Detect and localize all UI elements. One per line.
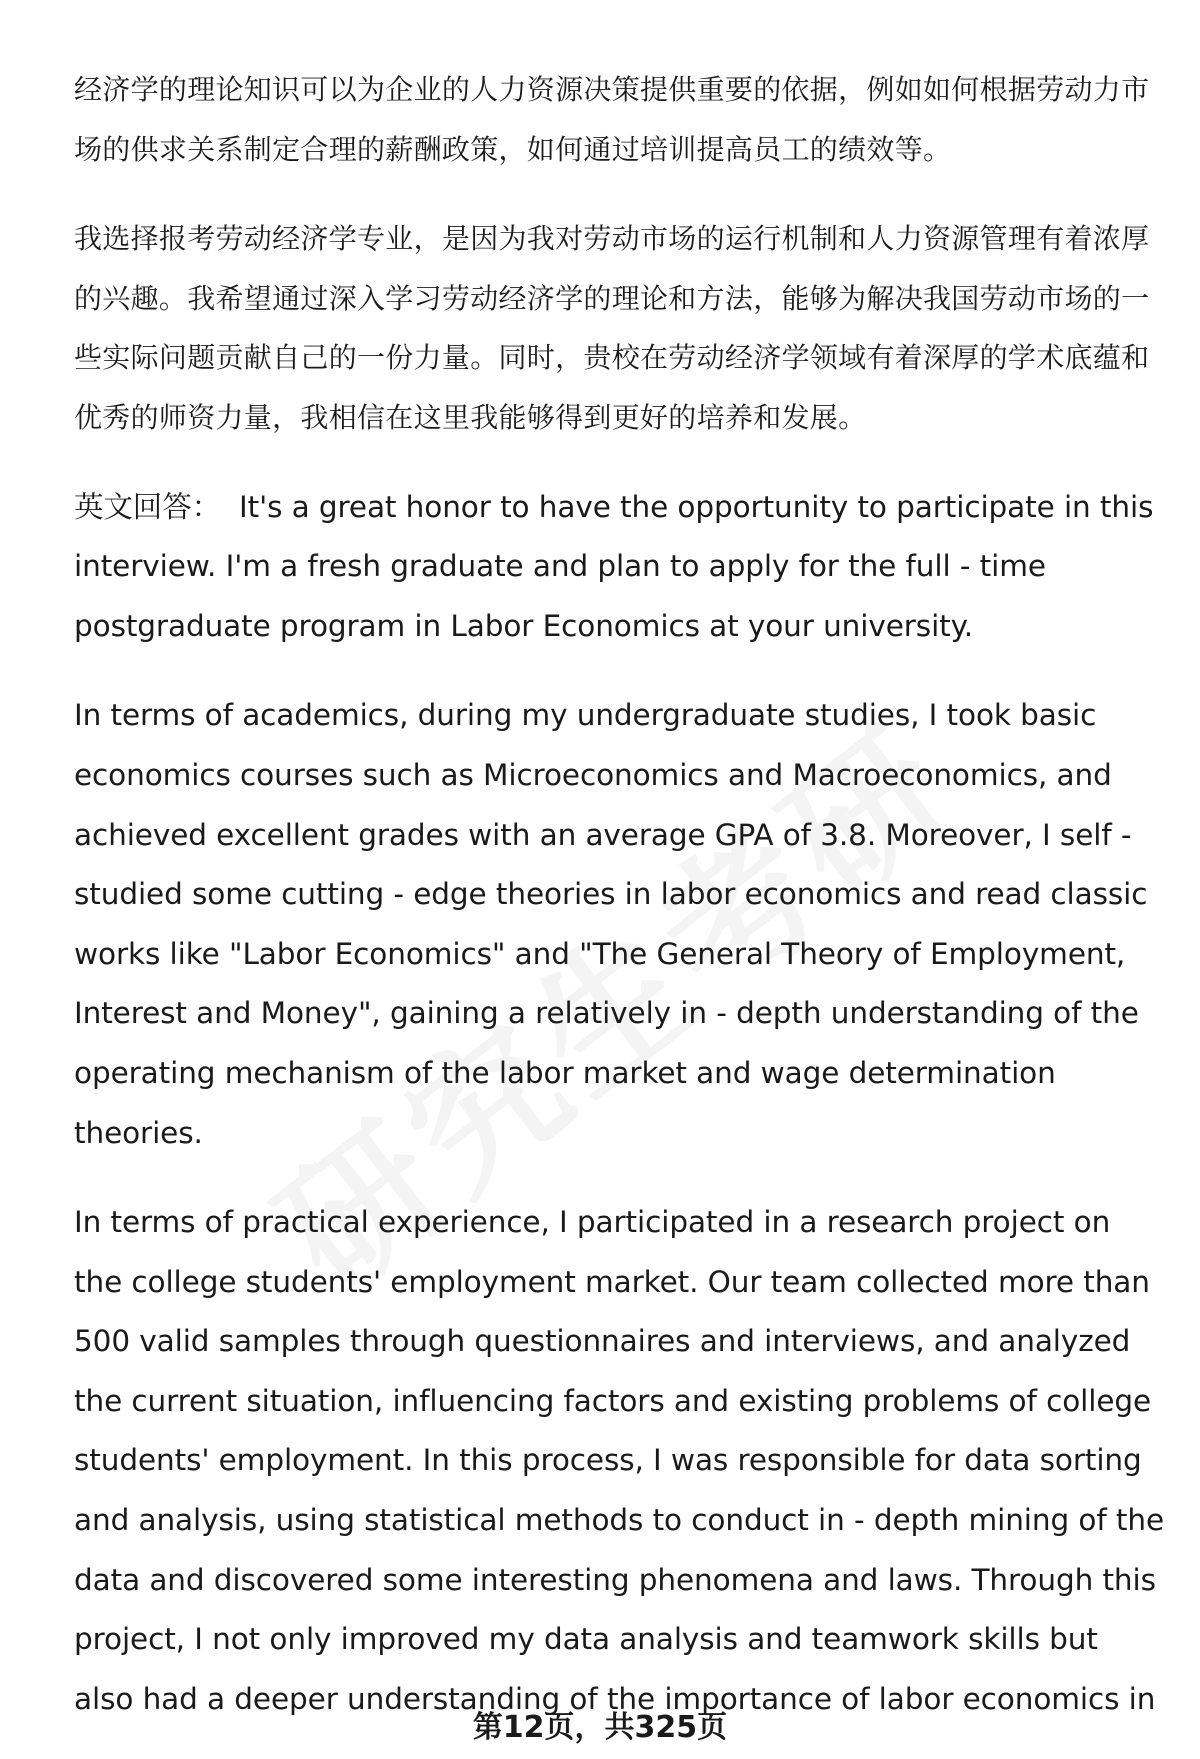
paragraph-practical-experience: In terms of practical experience, I participated in a research project on the college students' employment market. Our team collected more than 500 valid samples through questionnaires and interviews, and analyzed the current situation, influencing factors and existing problems of college students' employment. In this process, I was responsible for data sorting and analysis, using statistical methods to conduct in - depth mining of the data and discovered some interesting phenomena and laws. Through this project, I not only improved my data analysis and teamwork skills but also had a deeper understanding of the importance of labor economics in — [74, 1205, 1165, 1716]
english-intro-text: It's a great honor to have the opportunity to participate in this interview. I'm a fresh graduate and plan to apply for the full - time postgraduate program in Labor Economics at your university. — [74, 489, 1154, 643]
paragraph-academics: In terms of academics, during my undergraduate studies, I took basic economics courses such as Microeconomics and Macroeconomics, and achieved excellent grades with an average GPA of 3.8. Moreover, I self - studied some cutting - edge theories in labor economics and read classic works like "Labor Economics" and "The General Theory of Employment, Interest and Money", gaining a relatively in - depth understanding of the operating mechanism of the labor market and wage determination theories. — [74, 698, 1148, 1150]
paragraph-hr-decisions: 经济学的理论知识可以为企业的人力资源决策提供重要的依据，例如如何根据劳动力市场的供求关系制定合理的薪酬政策，如何通过培训提高员工的绩效等。 — [74, 73, 1150, 166]
english-answer-label: 英文回答： — [74, 489, 222, 524]
page-number-footer: 第12页，共325页 — [472, 1710, 728, 1745]
paragraph-english-intro — [74, 478, 1164, 657]
paragraph-motivation-cn: 我选择报考劳动经济学专业，是因为我对劳动市场的运行机制和人力资源管理有着浓厚的兴趣。我希望通过深入学习劳动经济学的理论和方法，能够为解决我国劳动市场的一些实际问题贡献自己的一份力量。同时，贵校在劳动经济学领域有着深厚的学术底蕴和优秀的师资力量，我相信在这里我能够得到更好的培养和发展。 — [74, 222, 1150, 434]
document-body — [74, 60, 1164, 1759]
